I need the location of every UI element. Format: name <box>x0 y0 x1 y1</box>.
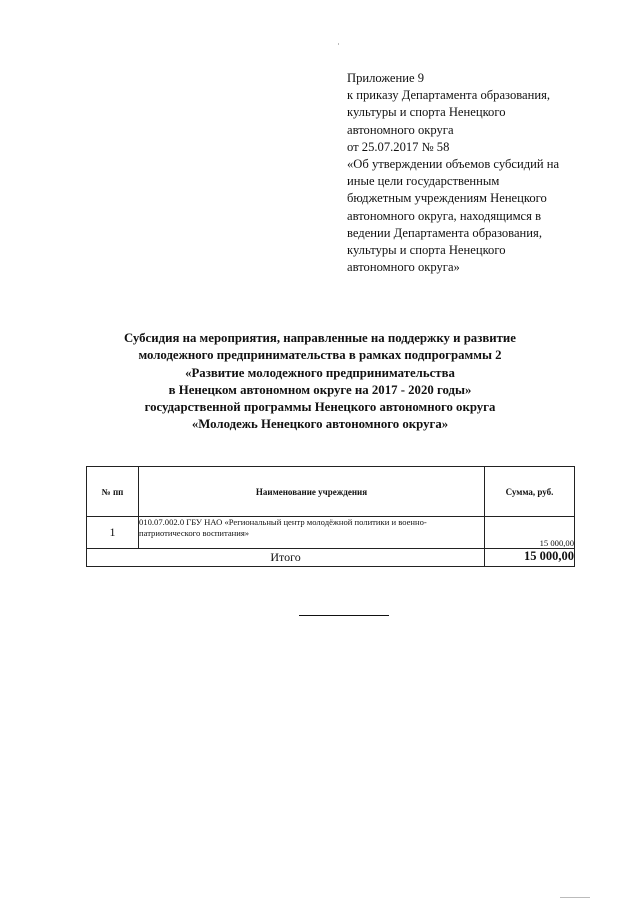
header-sum: Сумма, руб. <box>485 467 575 517</box>
title-line: Субсидия на мероприятия, направленные на поддержку и развитие <box>124 331 516 345</box>
table-header-row <box>87 467 575 517</box>
appendix-line: культуры и спорта Ненецкого <box>347 243 506 258</box>
appendix-line: автономного округа <box>347 122 454 137</box>
appendix-line: автономного округа» <box>347 260 460 275</box>
table-total-row <box>87 549 575 567</box>
appendix-line: иные цели государственным <box>347 174 500 189</box>
title-line: в Ненецком автономном округе на 2017 - 2020 годы» <box>168 382 472 397</box>
appendix-line: бюджетным учреждениям Ненецкого <box>347 191 547 206</box>
appendix-line: Приложение 9 <box>347 71 425 85</box>
appendix-line: к приказу Департамента образования, <box>347 88 551 103</box>
appendix-line: ведении Департамента образования, <box>347 225 542 240</box>
closing-rule <box>299 615 389 616</box>
header-number: № пп <box>87 467 139 517</box>
appendix-line: автономного округа, находящимся в <box>347 208 542 223</box>
appendix-line: культуры и спорта Ненецкого <box>347 105 506 120</box>
row-sum: 15 000,00 <box>485 517 575 549</box>
document-title <box>60 330 580 434</box>
table-row <box>87 517 575 549</box>
header-institution-name: Наименование учреждения <box>139 467 485 517</box>
total-label: Итого <box>87 549 485 567</box>
title-line: государственной программы Ненецкого автономного округа <box>144 400 496 415</box>
scan-edge-mark <box>560 897 590 898</box>
subsidy-table <box>86 466 575 567</box>
row-number: 1 <box>87 517 139 549</box>
row-institution-name: 010.07.002.0 ГБУ НАО «Региональный центр молодёжной политики и военно-патриотического воспитания» <box>139 517 485 549</box>
title-line: молодежного предпринимательства в рамках подпрограммы 2 <box>138 348 502 363</box>
title-line: «Развитие молодежного предпринимательства <box>185 365 455 380</box>
appendix-line: от 25.07.2017 № 58 <box>347 139 450 154</box>
title-line: «Молодежь Ненецкого автономного округа» <box>191 417 449 432</box>
appendix-block <box>347 70 597 276</box>
scan-speck <box>338 43 339 45</box>
total-sum: 15 000,00 <box>485 549 575 567</box>
appendix-line: «Об утверждении объемов субсидий на <box>347 157 560 172</box>
